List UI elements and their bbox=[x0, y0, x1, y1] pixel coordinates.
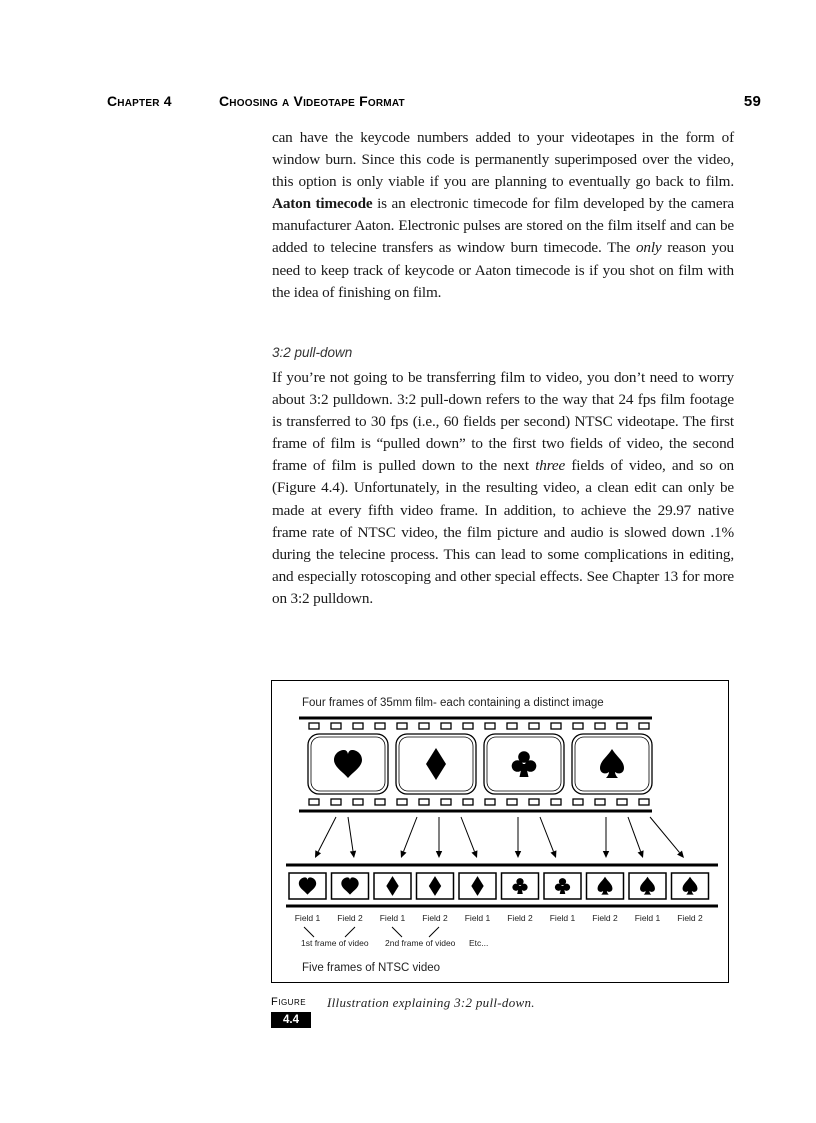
arrow bbox=[628, 817, 644, 858]
arrowhead bbox=[677, 851, 684, 858]
video-field bbox=[417, 873, 454, 899]
film-frame-club bbox=[484, 734, 564, 794]
field-label: Field 2 bbox=[592, 913, 618, 923]
arrow bbox=[515, 817, 521, 858]
arrowhead bbox=[515, 851, 521, 858]
sprocket-hole bbox=[397, 799, 407, 805]
video-fields bbox=[289, 873, 709, 899]
figure-caption-text: Illustration explaining 3:2 pull-down. bbox=[327, 995, 535, 1010]
figure-number-badge: 4.4 bbox=[271, 1012, 311, 1028]
sprocket-hole bbox=[507, 723, 517, 729]
field-label: Field 1 bbox=[464, 913, 491, 923]
video-field bbox=[374, 873, 411, 899]
sprocket-hole bbox=[375, 723, 385, 729]
sprocket-hole bbox=[573, 799, 583, 805]
section-heading: 3:2 pull-down bbox=[272, 345, 353, 360]
sprocket-hole bbox=[595, 799, 605, 805]
bracket-line bbox=[345, 927, 355, 937]
video-field bbox=[289, 873, 326, 899]
arrow-shaft bbox=[650, 817, 680, 853]
sprocket-hole bbox=[639, 723, 649, 729]
paragraph-pulldown bbox=[272, 367, 734, 610]
figure-caption-label: Figure bbox=[271, 996, 307, 1008]
video-field bbox=[672, 873, 709, 899]
sprocket-hole bbox=[441, 723, 451, 729]
video-label: Five frames of NTSC video bbox=[302, 962, 441, 974]
field-label: Field 2 bbox=[337, 913, 363, 923]
sprocket-hole bbox=[485, 723, 495, 729]
sprocket-hole bbox=[463, 723, 473, 729]
arrow bbox=[461, 817, 477, 858]
field-label: Field 1 bbox=[634, 913, 661, 923]
arrowhead bbox=[603, 851, 609, 858]
film-frames bbox=[308, 734, 652, 794]
term-aaton-timecode: Aaton timecode bbox=[272, 195, 373, 213]
sprocket-hole bbox=[507, 799, 517, 805]
paragraph-text: can have the keycode numbers added to your videotapes in the form of window burn. Since this code is permanently superimposed over the video, this option is only viable if you are planning to eventually go back to film. bbox=[272, 129, 734, 191]
arrow bbox=[650, 817, 684, 858]
arrow bbox=[603, 817, 609, 858]
sprocket-hole bbox=[331, 799, 341, 805]
running-head bbox=[107, 93, 761, 113]
field-label: Field 2 bbox=[507, 913, 533, 923]
arrow-shaft bbox=[318, 817, 336, 852]
sprocket-hole bbox=[309, 799, 319, 805]
sprocket-hole bbox=[485, 799, 495, 805]
sprocket-hole bbox=[419, 799, 429, 805]
sprocket-hole bbox=[397, 723, 407, 729]
arrow-shaft bbox=[404, 817, 417, 851]
bracket-line bbox=[392, 927, 402, 937]
arrow-shaft bbox=[348, 817, 353, 851]
arrow-shaft bbox=[461, 817, 474, 851]
video-field bbox=[332, 873, 369, 899]
sprocket-hole bbox=[551, 723, 561, 729]
page-number: 59 bbox=[743, 93, 761, 110]
frame-label-2: 2nd frame of video bbox=[385, 938, 456, 948]
pulldown-diagram bbox=[272, 681, 730, 984]
sprocket-hole bbox=[353, 723, 363, 729]
video-field bbox=[587, 873, 624, 899]
field-label: Field 2 bbox=[677, 913, 703, 923]
figure-4-4 bbox=[271, 680, 729, 983]
arrow bbox=[436, 817, 442, 858]
field-label: Field 2 bbox=[422, 913, 448, 923]
emphasis-three: three bbox=[535, 457, 566, 475]
sprocket-hole bbox=[419, 723, 429, 729]
field-label: Field 1 bbox=[379, 913, 406, 923]
arrow bbox=[540, 817, 556, 858]
paragraph-text: If you’re not going to be transferring film to video, you don’t need to worry about 3:2 pulldown. 3:2 pull-down refers to the way that 24 fps film footage is transferred to 30 fps (i.e., 60 fields per second) NTSC videotape. The first frame of film is “pulled down” to the first two fields of video, the second frame of film is pulled down to the next bbox=[272, 369, 734, 475]
sprocket-hole bbox=[617, 723, 627, 729]
arrowhead bbox=[436, 851, 442, 858]
sprocket-hole bbox=[463, 799, 473, 805]
arrowhead bbox=[638, 850, 644, 858]
video-field bbox=[459, 873, 496, 899]
arrow bbox=[401, 817, 417, 858]
bracket-line bbox=[304, 927, 314, 937]
arrow-shaft bbox=[628, 817, 641, 851]
bracket-line bbox=[429, 927, 439, 937]
sprocket-hole bbox=[595, 723, 605, 729]
field-labels bbox=[295, 913, 703, 923]
pulldown-arrows bbox=[315, 817, 684, 858]
sprocket-holes-top bbox=[309, 723, 649, 729]
paragraph-text: fields of video, and so on (Figure 4.4). Unfortunately, in the resulting video, a clean edit can only be made at every fifth video frame. In addition, to achieve the 29.97 native frame rate of NTSC video, the film picture and audio is slowed down .1% during the telecine process. This can lead to some complications in editing, and especially rotoscoping and other special effects. See Chapter 13 for more on 3:2 pulldown. bbox=[272, 457, 734, 607]
sprocket-hole bbox=[441, 799, 451, 805]
sprocket-hole bbox=[375, 799, 385, 805]
sprocket-hole bbox=[529, 799, 539, 805]
paragraph-timecode bbox=[272, 127, 734, 304]
sprocket-hole bbox=[331, 723, 341, 729]
arrow bbox=[315, 817, 336, 858]
field-label: Field 1 bbox=[294, 913, 321, 923]
field-label: Field 1 bbox=[549, 913, 576, 923]
film-frame-heart bbox=[308, 734, 388, 794]
film-frame-spade bbox=[572, 734, 652, 794]
arrow bbox=[348, 817, 356, 858]
sprocket-hole bbox=[551, 799, 561, 805]
sprocket-hole bbox=[309, 723, 319, 729]
frame-brackets bbox=[304, 927, 439, 937]
video-field bbox=[544, 873, 581, 899]
video-field bbox=[629, 873, 666, 899]
emphasis-only: only bbox=[635, 239, 662, 257]
paragraph-text: is an electronic timecode for film developed by the camera manufacturer Aaton. Electronic pulses are stored on the film itself and can be added to telecine transfers as window burn timecode. The bbox=[272, 195, 734, 257]
sprocket-hole bbox=[353, 799, 363, 805]
arrowhead bbox=[350, 851, 356, 858]
sprocket-holes-bottom bbox=[309, 799, 649, 805]
video-field bbox=[502, 873, 539, 899]
sprocket-hole bbox=[639, 799, 649, 805]
chapter-label: Chapter 4 bbox=[107, 93, 172, 109]
sprocket-hole bbox=[529, 723, 539, 729]
frame-label-etc: Etc... bbox=[469, 938, 489, 948]
arrow-shaft bbox=[540, 817, 553, 851]
chapter-title: Choosing a Videotape Format bbox=[219, 93, 405, 109]
sprocket-hole bbox=[573, 723, 583, 729]
sprocket-hole bbox=[617, 799, 627, 805]
paragraph-text: reason you need to keep track of keycode or Aaton timecode is if you shot on film with the idea of finishing on film. bbox=[272, 239, 734, 301]
film-label: Four frames of 35mm film- each containing a distinct image bbox=[302, 697, 604, 709]
film-frame-diamond bbox=[396, 734, 476, 794]
frame-label-1: 1st frame of video bbox=[301, 938, 369, 948]
